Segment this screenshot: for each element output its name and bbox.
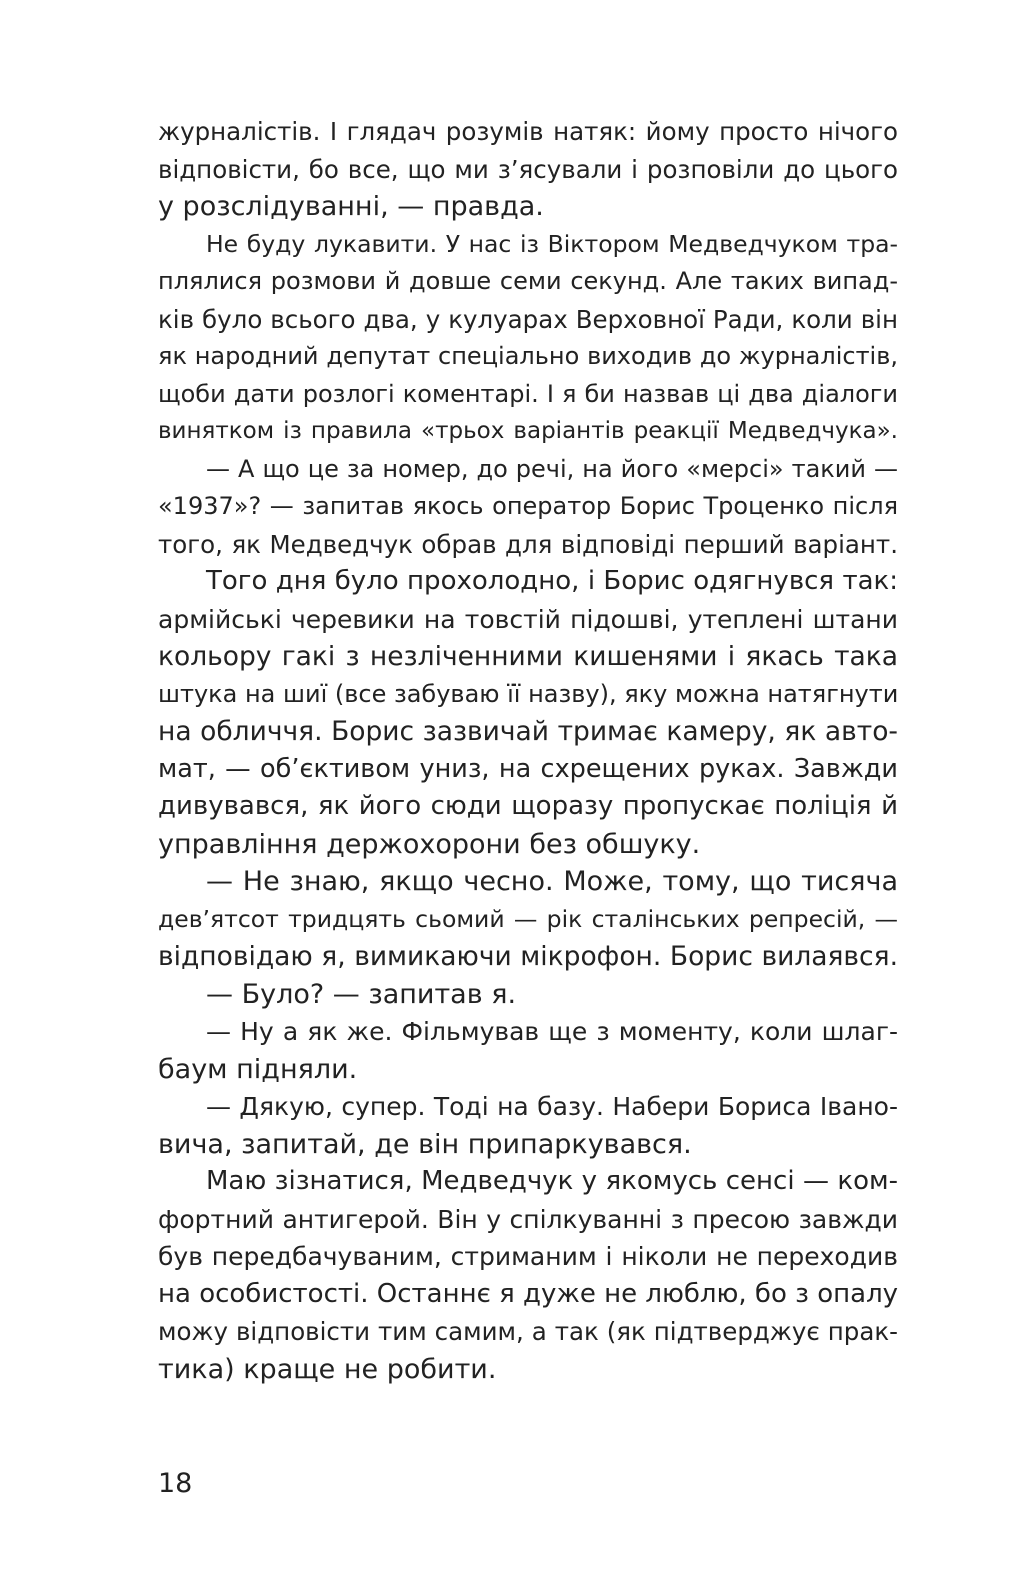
text-line: можу відповісти тим самим, а так (як підтверджує прак- xyxy=(158,1317,898,1346)
text-line: винятком із правила «трьох варіантів реакції Медведчука». xyxy=(158,418,898,444)
text-line: ків було всього два, у кулуарах Верховної Ради, коли він xyxy=(158,304,898,334)
text-line: управління держохорони без обшуку. xyxy=(158,828,701,860)
text-line: відповісти, бо все, що ми з’ясували і розповіли до цього xyxy=(158,154,898,184)
text-line: журналістів. І глядач розумів натяк: йому просто нічого xyxy=(158,117,898,146)
text-line: як народний депутат спеціально виходив до журналістів, xyxy=(158,342,898,370)
text-line: щоби дати розлогі коментарі. І я би назвав ці два діалоги xyxy=(158,379,898,408)
text-line: армійські черевики на товстій підошві, утеплені штани xyxy=(158,604,898,634)
text-line: відповідаю я, вимикаючи мікрофон. Борис вилаявся. xyxy=(158,941,898,972)
text-line: плялися розмови й довше семи секунд. Але таких випад- xyxy=(158,267,898,295)
text-line: — Ну а як же. Фільмував ще з моменту, коли шлаг- xyxy=(206,1017,898,1046)
text-line: Маю зізнатися, Медведчук у якомусь сенсі — ком- xyxy=(206,1166,898,1196)
text-line: у розслідуванні, — правда. xyxy=(158,191,544,222)
text-line: того, як Медведчук обрав для відповіді перший варіант. xyxy=(158,529,898,559)
text-line: кольору гакі з незліченними кишенями і якась така xyxy=(158,641,898,672)
text-line: — Не знаю, якщо чесно. Може, тому, що тисяча xyxy=(206,866,898,897)
text-line: Того дня було прохолодно, і Борис одягнувся так: xyxy=(206,566,898,596)
text-line: на особистості. Останнє я дуже не люблю, бо з опалу xyxy=(158,1278,898,1309)
text-line: дев’ятсот тридцять сьомий — рік сталінських репресій, — xyxy=(158,904,898,933)
text-line: «1937»? — запитав якось оператор Борис Троценко після xyxy=(158,492,898,520)
text-line: вича, запитай, де він припаркувався. xyxy=(158,1128,692,1160)
text-line: фортний антигерой. Він у спілкуванні з пресою завжди xyxy=(158,1204,898,1234)
text-line: Не буду лукавити. У нас із Віктором Медведчуком тра- xyxy=(206,229,898,258)
text-line: штука на шиї (все забуваю її назву), яку можна натягнути xyxy=(158,679,898,708)
text-line: був передбачуваним, стриманим і ніколи не переходив xyxy=(158,1242,898,1271)
text-line: баум підняли. xyxy=(158,1053,358,1085)
text-line: тика) краще не робити. xyxy=(158,1353,497,1385)
text-line: на обличчя. Борис зазвичай тримає камеру, як авто- xyxy=(158,716,898,747)
text-line: мат, — об’єктивом униз, на схрещених руках. Завжди xyxy=(158,753,898,784)
text-line: дивувався, як його сюди щоразу пропускає поліція й xyxy=(158,791,898,821)
page-number: 18 xyxy=(158,1468,193,1499)
text-line: — Дякую, супер. Тоді на базу. Набери Бориса Івано- xyxy=(206,1092,898,1121)
text-line: — А що це за номер, до речі, на його «мерсі» такий — xyxy=(206,454,898,483)
text-line: — Було? — запитав я. xyxy=(206,978,517,1010)
body-text xyxy=(158,113,898,1388)
